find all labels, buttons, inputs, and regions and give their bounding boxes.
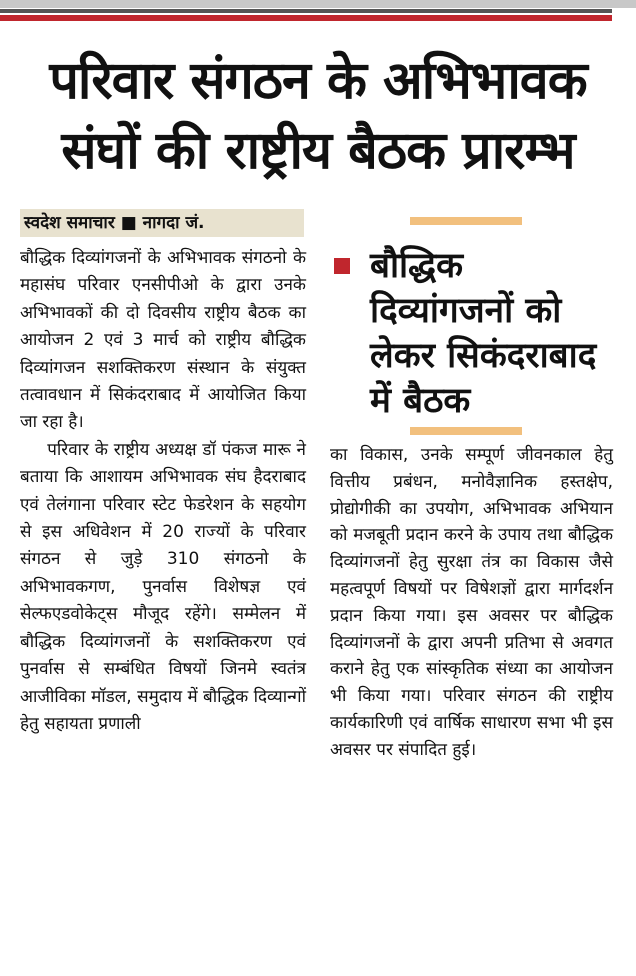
byline: स्वदेश समाचार ■ नागदा जं. xyxy=(20,209,304,237)
subheading-rule-bottom xyxy=(410,427,522,435)
top-bar xyxy=(0,0,636,8)
column1-paragraph-2: परिवार के राष्ट्रीय अध्यक्ष डॉ पंकज मारू ने बताया कि आशायम अभिभावक संघ हैदराबाद एवं तेलंगाना परिवार स्टेट फेडरेशन के सहयोग से इस अधिवेशन में 20 राज्यों के परिवार संगठन से जुड़े 310 संगठनो के अभिभावकगण, पुनर्वास विशेषज्ञ एवं सेल्फएडवोकेट्स मौजूद रहेंगे। सम्मेलन में बौद्धिक दिव्यांगजनों के सशक्तिकरण एवं पुनर्वास से सम्बंधित विषयों जिनमे स्वतंत्र आजीविका मॉडल, समुदाय में बौद्धिक दिव्यान्गों हेतु सहायता प्रणाली xyxy=(20,439,306,734)
red-square-bullet-icon xyxy=(334,258,350,274)
headline-line-1: परिवार संगठन के अभिभावक xyxy=(49,51,587,111)
column1-paragraph-1: बौद्धिक दिव्यांगजनों के अभिभावक संगठनो के महासंघ परिवार एनसीपीओ के द्वारा उनके अभिभावकों की दो दिवसीय राष्ट्रीय बैठक का आयोजन 2 एवं 3 मार्च को राष्ट्रीय बौद्धिक दिव्यांगजन सशक्तिकरण संस्थान के संयुक्त तत्वावधान में सिकंदराबाद में आयोजित किया जा रहा है। xyxy=(20,248,306,433)
article-column-2 xyxy=(330,442,613,764)
headline xyxy=(18,46,618,186)
article-column-1 xyxy=(20,245,306,738)
column2-paragraph-1: का विकास, उनके सम्पूर्ण जीवनकाल हेतु वित्तीय प्रबंधन, मनोवैज्ञानिक हस्तक्षेप, प्रोद्योगीकी का उपयोग, अभिभावक अभियान को मजबूती प्रदान करने के उपाय तथा बौद्धिक दिव्यांगजनों हेतु सुरक्षा तंत्र का विकास जैसे महत्वपूर्ण विषयों पर विषेशज्ञों द्वारा मार्गदर्शन प्रदान किया गया। इस अवसर पर बौद्धिक दिव्यांगजनों के द्वारा अपनी प्रतिभा से अवगत कराने हेतु एक सांस्कृतिक संध्या का आयोजन भी किया गया। परिवार संगठन की राष्ट्रीय कार्यकारिणी एवं वार्षिक साधारण सभा भी इस अवसर पर संपादित हुई। xyxy=(330,445,613,760)
header-rule-red xyxy=(0,15,612,21)
subheading xyxy=(336,244,616,424)
subheading-text: बौद्धिक दिव्यांगजनों को लेकर सिकंदराबाद में बैठक xyxy=(370,246,597,421)
header-rule-grey xyxy=(0,9,612,13)
subheading-rule-top xyxy=(410,217,522,225)
headline-line-2: संघों की राष्ट्रीय बैठक प्रारम्भ xyxy=(61,121,575,181)
